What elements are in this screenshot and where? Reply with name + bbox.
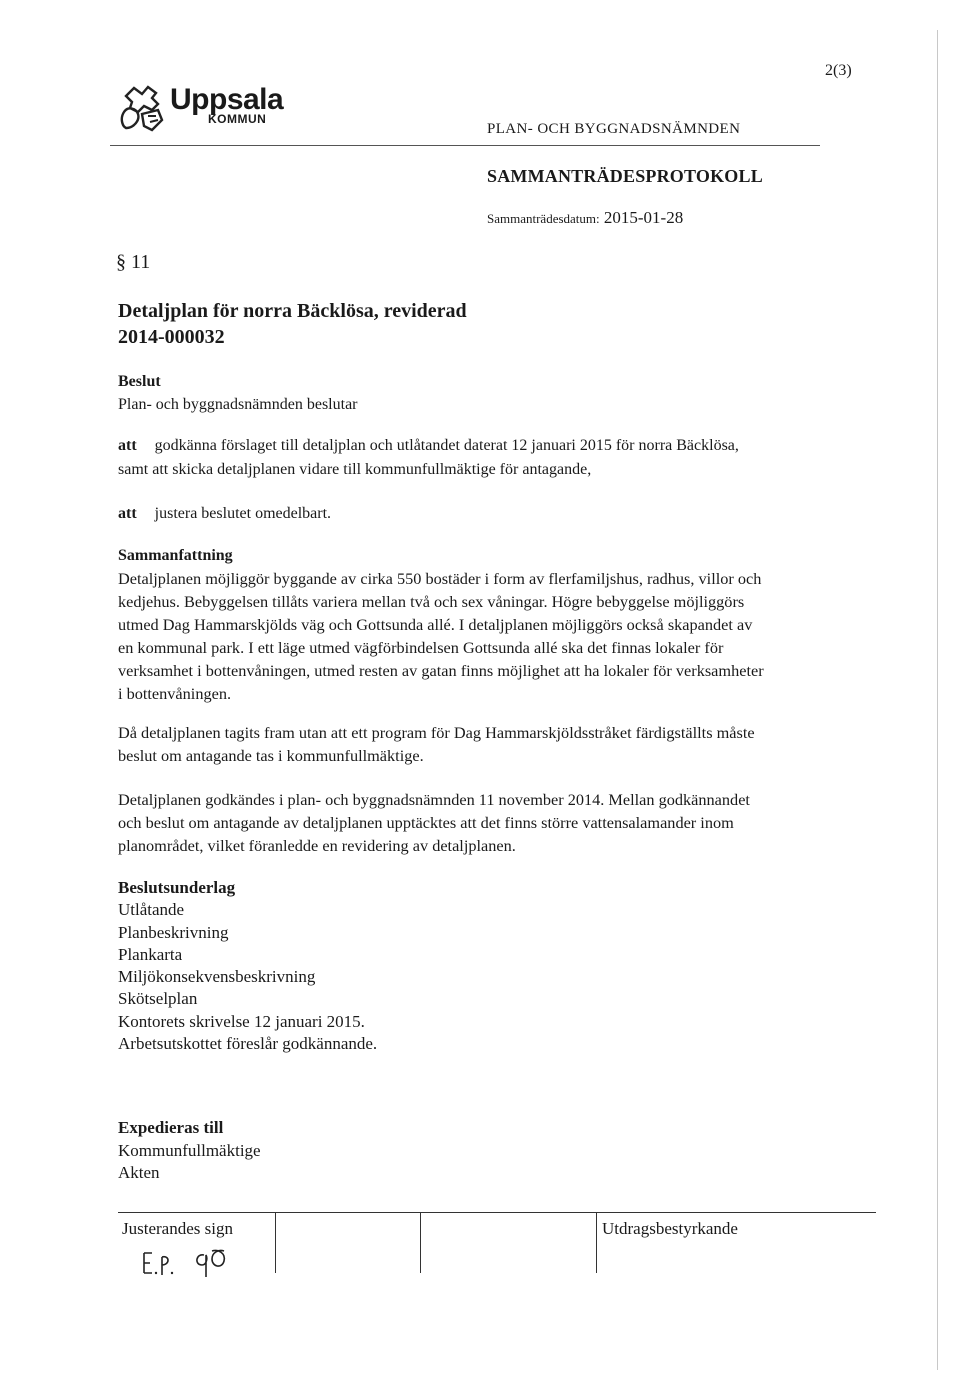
meeting-date-line — [487, 208, 683, 228]
text-line: i bottenvåningen. — [118, 684, 232, 703]
beslut-item-text: samt att skicka detaljplanen vidare till kommunfullmäktige för antagande, — [118, 461, 592, 478]
text-line: Detaljplanen möjliggör byggande av cirka 550 bostäder i form av flerfamiljshus, radhus, villor och — [118, 569, 762, 588]
list-item: Skötselplan — [118, 989, 198, 1009]
text-line: beslut om antagande tas i kommunfullmäktige. — [118, 746, 424, 765]
page-edge-rule — [937, 30, 938, 1370]
text-line: och beslut om antagande av detaljplanen upptäcktes att det finns större vattensalamander inom — [118, 813, 734, 832]
text-line: verksamhet i bottenvåningen, utmed resten av gatan finns möjlighet att ha lokaler för verksamheter — [118, 661, 764, 680]
case-title — [118, 298, 467, 350]
table-divider — [596, 1213, 597, 1273]
page-number: 2(3) — [825, 62, 852, 79]
summary-paragraph — [118, 788, 878, 857]
table-divider — [275, 1213, 276, 1273]
committee-name: PLAN- OCH BYGGNADSNÄMNDEN — [487, 121, 741, 137]
text-line: Då detaljplanen tagits fram utan att ett program för Dag Hammarskjöldsstråket färdigställts måste — [118, 723, 755, 742]
text-line: kedjehus. Bebyggelsen tillåts variera mellan två och sex våningar. Högre bebyggelse möjliggörs — [118, 592, 745, 611]
signature-table — [118, 1212, 876, 1278]
beslutsunderlag-block — [118, 877, 377, 1055]
beslut-item — [118, 435, 878, 457]
list-item: Kommunfullmäktige — [118, 1140, 261, 1160]
document-type: SAMMANTRÄDESPROTOKOLL — [487, 166, 763, 186]
case-title-line: Detaljplan för norra Bäcklösa, reviderad — [118, 300, 467, 322]
header-divider — [110, 145, 820, 146]
text-line: en kommunal park. I ett läge utmed vägförbindelsen Gottsunda allé ska det finnas lokaler för — [118, 638, 724, 657]
section-number: § 11 — [116, 251, 151, 273]
uppsala-kommun-logo — [118, 84, 318, 136]
logo-subtitle: KOMMUN — [208, 112, 267, 126]
text-line: utmed Dag Hammarskjölds väg och Gottsunda allé. I detaljplanen möjliggörs också skapandet av — [118, 615, 753, 634]
coat-of-arms-icon — [118, 84, 170, 136]
list-item: Akten — [118, 1163, 160, 1182]
summary-paragraph — [118, 721, 878, 767]
handwritten-initials-signature — [138, 1243, 268, 1283]
summary-paragraph — [118, 567, 878, 705]
list-item: Arbetsutskottet föreslår godkännande. — [118, 1034, 378, 1054]
beslut-item-text: godkänna förslaget till detaljplan och utlåtandet daterat 12 januari 2015 för norra Bäcklösa, — [154, 437, 739, 454]
att-keyword: att — [118, 437, 137, 454]
sammanfattning-heading: Sammanfattning — [118, 547, 233, 564]
list-item: Planbeskrivning — [118, 922, 229, 942]
utdragsbestyrkande-label: Utdragsbestyrkande — [602, 1219, 738, 1238]
beslut-intro: Plan- och byggnadsnämnden beslutar — [118, 396, 358, 413]
case-number: 2014-000032 — [118, 326, 225, 348]
expedieras-block — [118, 1117, 261, 1185]
table-divider — [420, 1213, 421, 1273]
list-item: Utlåtande — [118, 900, 185, 920]
beslut-item-text: justera beslutet omedelbart. — [154, 505, 332, 522]
list-item: Kontorets skrivelse 12 januari 2015. — [118, 1011, 365, 1031]
list-item: Miljökonsekvensbeskrivning — [118, 967, 316, 987]
list-item: Plankarta — [118, 944, 183, 964]
meeting-date: 2015-01-28 — [603, 208, 684, 227]
text-line: Detaljplanen godkändes i plan- och byggnadsnämnden 11 november 2014. Mellan godkännandet — [118, 790, 750, 809]
justerandes-sign-label: Justerandes sign — [122, 1219, 233, 1238]
expedieras-heading: Expedieras till — [118, 1118, 224, 1137]
logo-wordmark: Uppsala — [170, 83, 284, 116]
beslutsunderlag-heading: Beslutsunderlag — [118, 878, 236, 897]
text-line: planområdet, vilket föranledde en revidering av detaljplanen. — [118, 836, 516, 855]
beslut-heading: Beslut — [118, 373, 161, 390]
meeting-date-label: Sammanträdesdatum: — [487, 211, 600, 226]
beslut-item — [118, 503, 331, 525]
att-keyword: att — [118, 505, 137, 522]
